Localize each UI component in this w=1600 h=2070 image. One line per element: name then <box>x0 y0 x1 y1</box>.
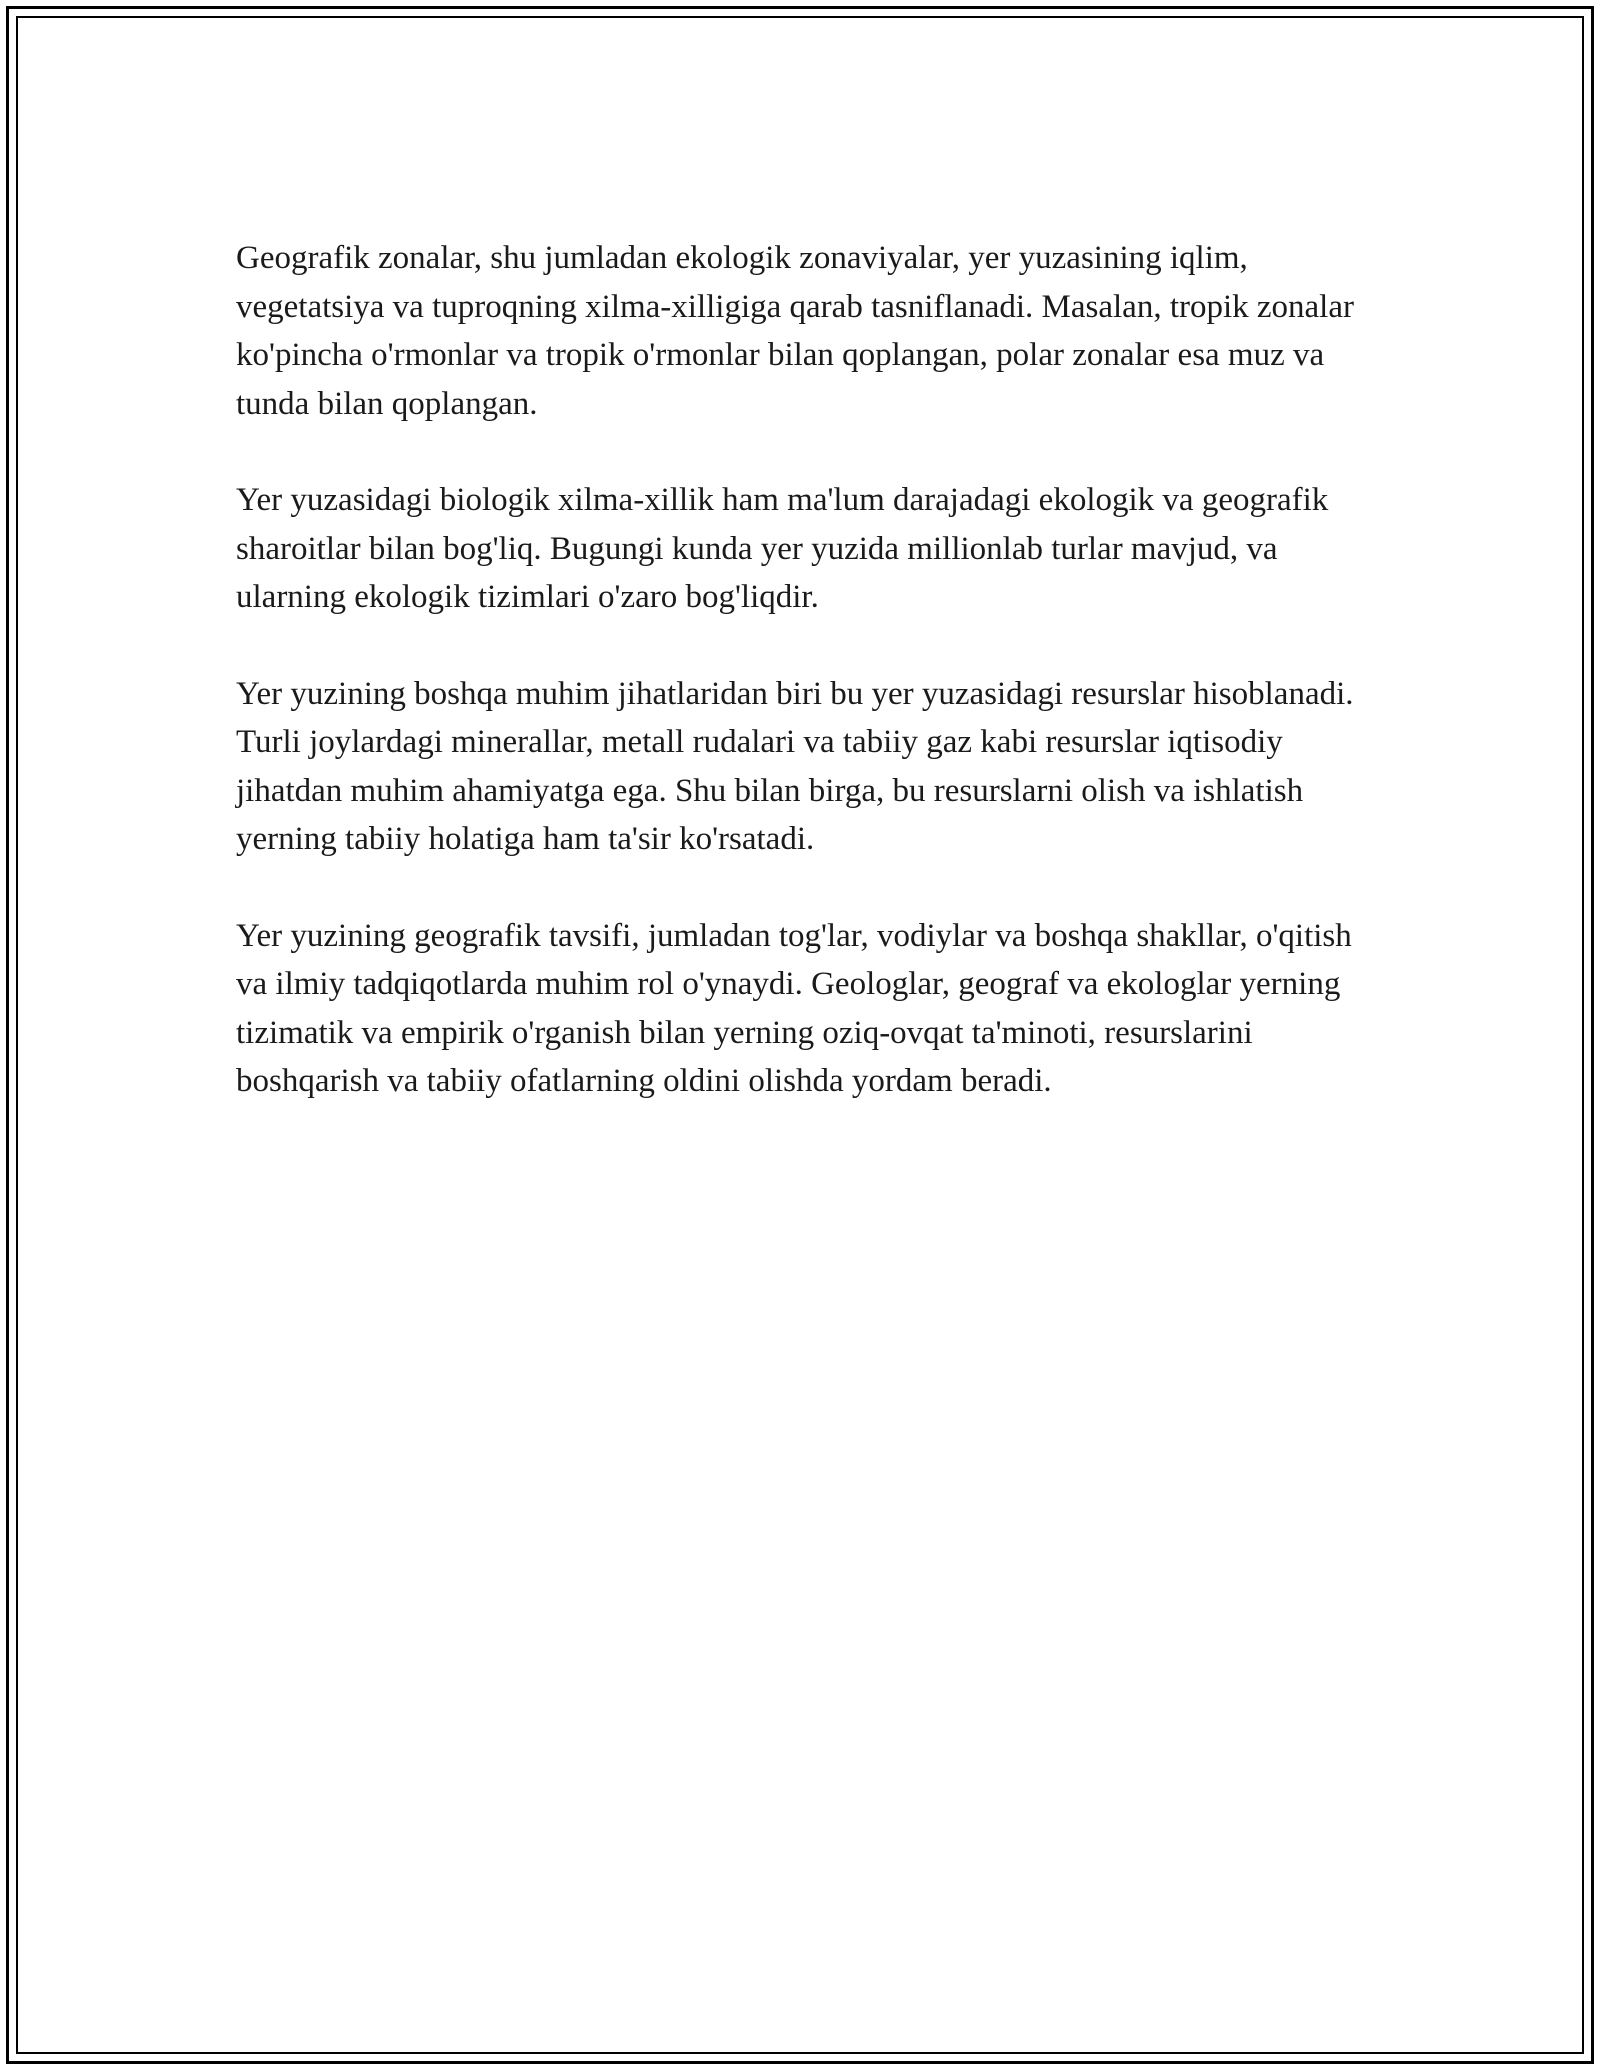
document-body <box>236 234 1386 1154</box>
paragraph-geographic-description: Yer yuzining geografik tavsifi, jumladan tog'lar, vodiylar va boshqa shakllar, o'qitish va ilmiy tadqiqotlarda muhim rol o'ynaydi. Geologlar, geograf va ekologlar yerning tizimatik va empirik o'rganish bilan yerning oziq-ovqat ta'minoti, resurslarini boshqarish va tabiiy ofatlarning oldini olishda yordam beradi. <box>236 917 1352 1099</box>
paragraph-biodiversity: Yer yuzasidagi biologik xilma-xillik ham ma'lum darajadagi ekologik va geografik sharoitlar bilan bog'liq. Bugungi kunda yer yuzida millionlab turlar mavjud, va ularning ekologik tizimlari o'zaro bog'liqdir. <box>236 482 1329 615</box>
paragraph-resources: Yer yuzining boshqa muhim jihatlaridan biri bu yer yuzasidagi resurslar hisoblanadi. Turli joylardagi minerallar, metall rudalari va tabiiy gaz kabi resurslar iqtisodiy jihatdan muhim ahamiyatga ega. Shu bilan birga, bu resurslarni olish va ishlatish yerning tabiiy holatiga ham ta'sir ko'rsatadi. <box>236 675 1354 857</box>
paragraph-geographic-zones: Geografik zonalar, shu jumladan ekologik zonaviyalar, yer yuzasining iqlim, vegetatsiya va tuproqning xilma-xilligiga qarab tasniflanadi. Masalan, tropik zonalar ko'pincha o'rmonlar va tropik o'rmonlar bilan qoplangan, polar zonalar esa muz va tunda bilan qoplangan. <box>236 240 1354 422</box>
